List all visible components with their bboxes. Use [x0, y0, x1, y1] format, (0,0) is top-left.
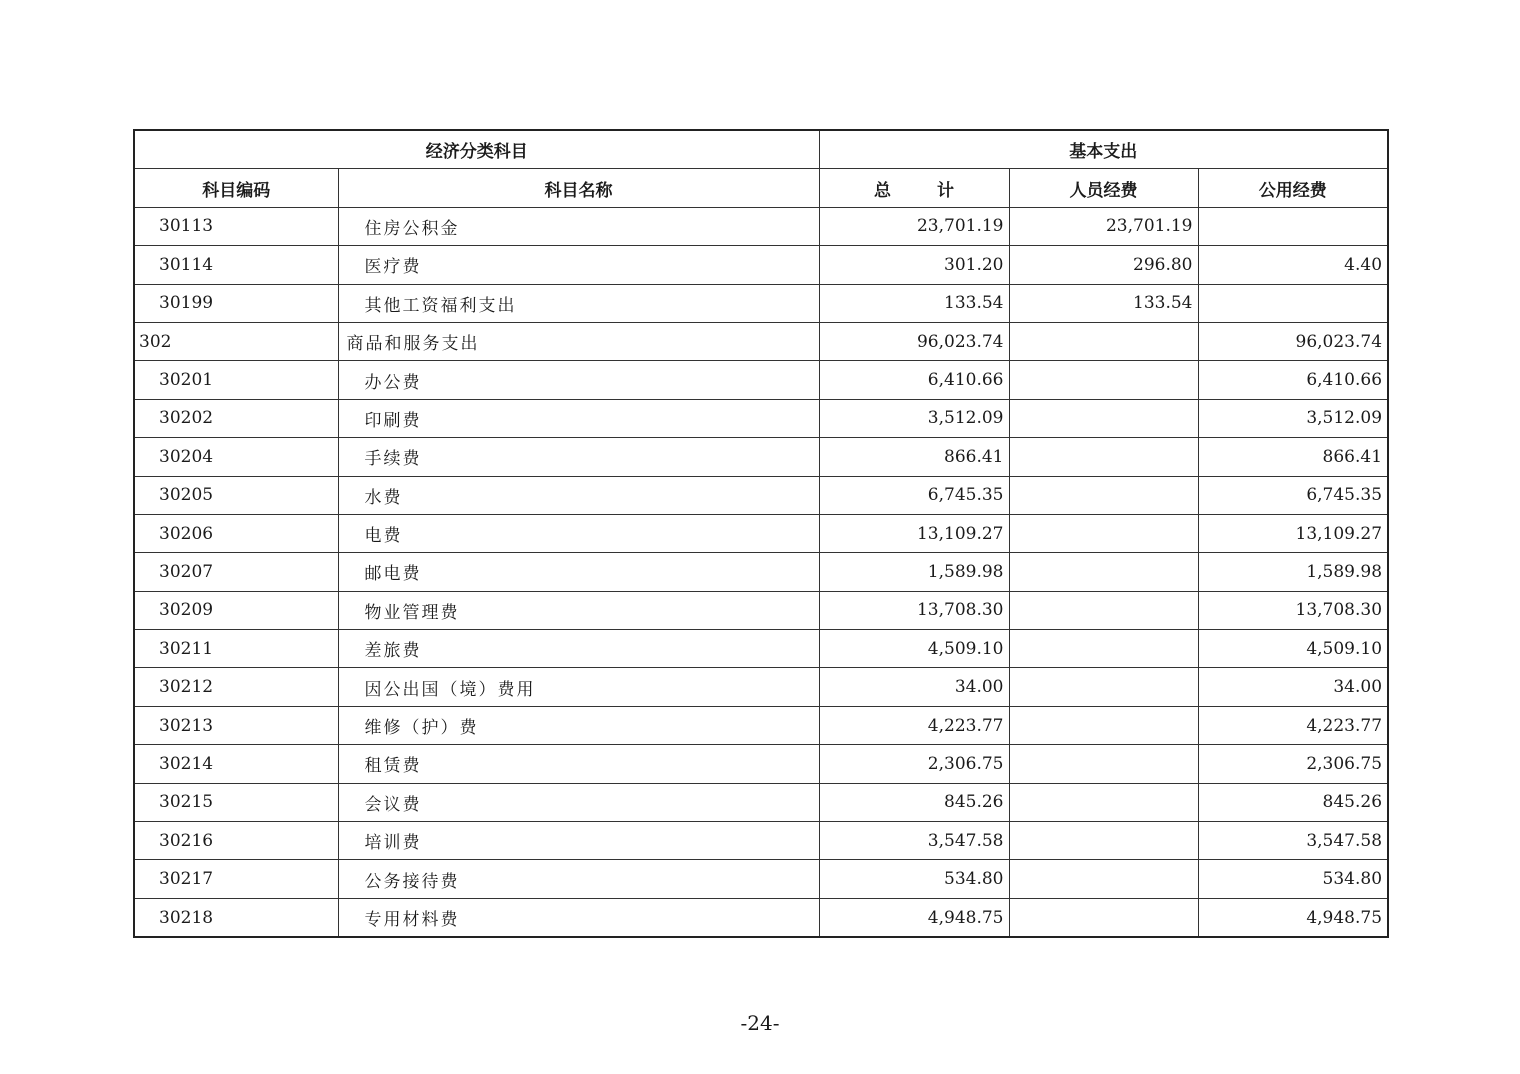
table-row	[134, 591, 1388, 629]
header-column-row	[134, 169, 1388, 207]
cell-name: 住房公积金	[338, 207, 819, 245]
cell-name: 租赁费	[338, 745, 819, 783]
cell-name: 印刷费	[338, 399, 819, 437]
header-total-a: 总	[874, 180, 891, 201]
cell-code: 30212	[134, 668, 338, 706]
header-public: 公用经费	[1198, 169, 1388, 207]
table-row	[134, 745, 1388, 783]
cell-personnel: 133.54	[1009, 284, 1198, 322]
cell-personnel	[1009, 783, 1198, 821]
cell-total: 23,701.19	[819, 207, 1009, 245]
cell-total: 34.00	[819, 668, 1009, 706]
table-row	[134, 207, 1388, 245]
cell-public: 534.80	[1198, 860, 1388, 898]
header-group-row	[134, 130, 1388, 169]
cell-public: 6,410.66	[1198, 361, 1388, 399]
header-basic-expenditure: 基本支出	[819, 130, 1388, 169]
cell-personnel	[1009, 322, 1198, 360]
cell-code: 30199	[134, 284, 338, 322]
cell-code: 30113	[134, 207, 338, 245]
cell-code: 30215	[134, 783, 338, 821]
cell-personnel	[1009, 553, 1198, 591]
cell-total: 6,745.35	[819, 476, 1009, 514]
cell-name: 电费	[338, 514, 819, 552]
cell-code: 30201	[134, 361, 338, 399]
cell-public	[1198, 284, 1388, 322]
cell-code: 30217	[134, 860, 338, 898]
cell-total: 4,948.75	[819, 898, 1009, 937]
cell-total: 3,547.58	[819, 822, 1009, 860]
cell-total: 866.41	[819, 438, 1009, 476]
budget-table	[133, 129, 1389, 938]
table-row	[134, 361, 1388, 399]
cell-name: 公务接待费	[338, 860, 819, 898]
cell-total: 4,509.10	[819, 630, 1009, 668]
cell-public: 3,547.58	[1198, 822, 1388, 860]
cell-public: 6,745.35	[1198, 476, 1388, 514]
cell-personnel	[1009, 822, 1198, 860]
cell-personnel	[1009, 399, 1198, 437]
cell-personnel	[1009, 860, 1198, 898]
cell-total: 845.26	[819, 783, 1009, 821]
cell-public: 34.00	[1198, 668, 1388, 706]
table-row	[134, 246, 1388, 284]
cell-public: 4,223.77	[1198, 706, 1388, 744]
cell-personnel	[1009, 706, 1198, 744]
header-total-b: 计	[937, 180, 954, 201]
table-row	[134, 898, 1388, 937]
cell-code: 30214	[134, 745, 338, 783]
cell-name: 物业管理费	[338, 591, 819, 629]
cell-name: 医疗费	[338, 246, 819, 284]
table-row	[134, 860, 1388, 898]
cell-total: 133.54	[819, 284, 1009, 322]
cell-public: 4,509.10	[1198, 630, 1388, 668]
cell-name: 专用材料费	[338, 898, 819, 937]
cell-public: 13,708.30	[1198, 591, 1388, 629]
cell-code: 30216	[134, 822, 338, 860]
header-personnel: 人员经费	[1009, 169, 1198, 207]
cell-total: 3,512.09	[819, 399, 1009, 437]
cell-code: 30211	[134, 630, 338, 668]
cell-name: 水费	[338, 476, 819, 514]
table-row	[134, 783, 1388, 821]
cell-public: 4.40	[1198, 246, 1388, 284]
cell-personnel	[1009, 438, 1198, 476]
table-row	[134, 476, 1388, 514]
cell-public: 96,023.74	[1198, 322, 1388, 360]
cell-code: 30206	[134, 514, 338, 552]
cell-code: 30204	[134, 438, 338, 476]
cell-name: 培训费	[338, 822, 819, 860]
table-row	[134, 630, 1388, 668]
cell-public: 866.41	[1198, 438, 1388, 476]
cell-public: 4,948.75	[1198, 898, 1388, 937]
cell-total: 301.20	[819, 246, 1009, 284]
header-item-name: 科目名称	[338, 169, 819, 207]
table-row	[134, 438, 1388, 476]
cell-code: 30205	[134, 476, 338, 514]
cell-personnel	[1009, 591, 1198, 629]
cell-personnel	[1009, 361, 1198, 399]
cell-code: 30202	[134, 399, 338, 437]
cell-name: 因公出国（境）费用	[338, 668, 819, 706]
page-number: -24-	[740, 1011, 780, 1035]
cell-personnel	[1009, 476, 1198, 514]
cell-code: 30209	[134, 591, 338, 629]
cell-personnel	[1009, 514, 1198, 552]
cell-total: 2,306.75	[819, 745, 1009, 783]
cell-code: 30218	[134, 898, 338, 937]
cell-personnel	[1009, 668, 1198, 706]
cell-code: 30213	[134, 706, 338, 744]
table-row	[134, 553, 1388, 591]
cell-total: 4,223.77	[819, 706, 1009, 744]
cell-public	[1198, 207, 1388, 245]
cell-total: 96,023.74	[819, 322, 1009, 360]
table-row	[134, 322, 1388, 360]
header-item-code: 科目编码	[134, 169, 338, 207]
cell-public: 3,512.09	[1198, 399, 1388, 437]
cell-personnel	[1009, 630, 1198, 668]
cell-name: 会议费	[338, 783, 819, 821]
cell-personnel: 296.80	[1009, 246, 1198, 284]
cell-total: 534.80	[819, 860, 1009, 898]
cell-code: 30114	[134, 246, 338, 284]
cell-name: 办公费	[338, 361, 819, 399]
cell-total: 6,410.66	[819, 361, 1009, 399]
header-total	[819, 169, 1009, 207]
table-row	[134, 668, 1388, 706]
cell-public: 845.26	[1198, 783, 1388, 821]
cell-total: 1,589.98	[819, 553, 1009, 591]
table-row	[134, 284, 1388, 322]
cell-name: 其他工资福利支出	[338, 284, 819, 322]
cell-name: 差旅费	[338, 630, 819, 668]
table-row	[134, 399, 1388, 437]
cell-public: 13,109.27	[1198, 514, 1388, 552]
header-economic-classification: 经济分类科目	[134, 130, 819, 169]
cell-name: 邮电费	[338, 553, 819, 591]
cell-code: 30207	[134, 553, 338, 591]
cell-personnel	[1009, 898, 1198, 937]
table-row	[134, 514, 1388, 552]
table-row	[134, 822, 1388, 860]
cell-public: 2,306.75	[1198, 745, 1388, 783]
cell-name: 商品和服务支出	[338, 322, 819, 360]
cell-total: 13,109.27	[819, 514, 1009, 552]
table-row	[134, 706, 1388, 744]
cell-name: 维修（护）费	[338, 706, 819, 744]
cell-name: 手续费	[338, 438, 819, 476]
cell-personnel	[1009, 745, 1198, 783]
cell-code: 302	[134, 322, 338, 360]
cell-personnel: 23,701.19	[1009, 207, 1198, 245]
cell-public: 1,589.98	[1198, 553, 1388, 591]
cell-total: 13,708.30	[819, 591, 1009, 629]
table-body	[134, 207, 1388, 937]
